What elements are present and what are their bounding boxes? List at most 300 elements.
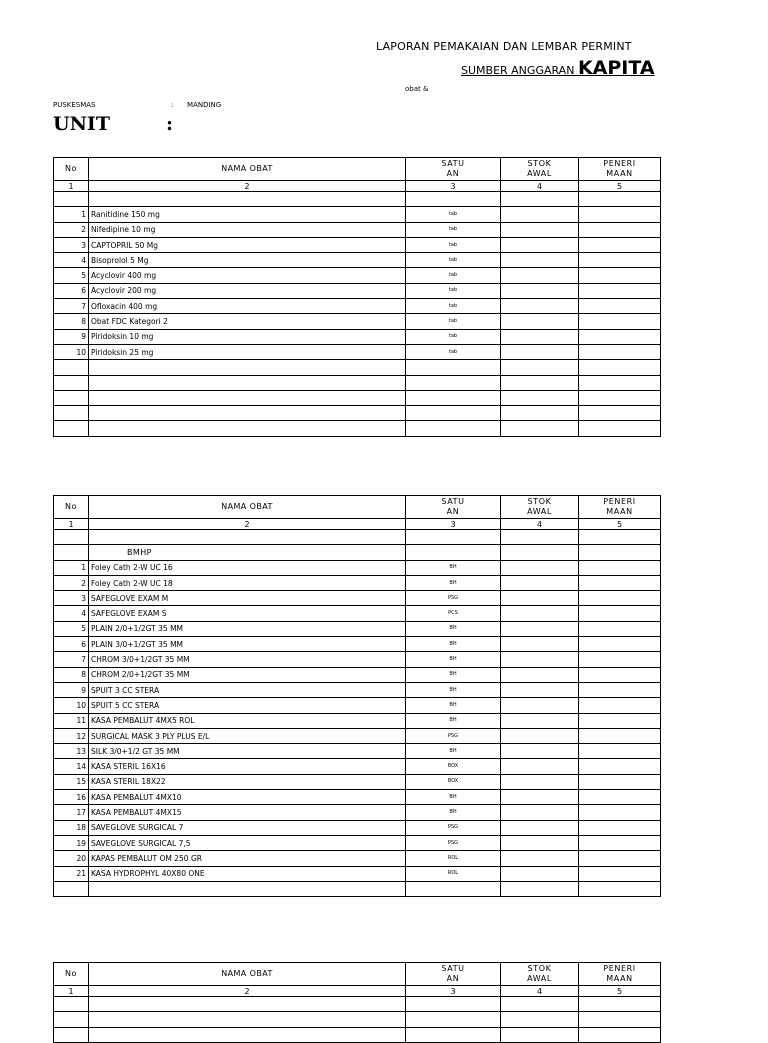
item-unit: tab (406, 207, 501, 222)
item-unit: tab (406, 283, 501, 298)
empty-cell (54, 192, 89, 207)
table-row (54, 299, 661, 314)
col-header-stok-awal: STOK AWAL (501, 963, 579, 986)
empty-cell (54, 1027, 89, 1042)
item-unit: BH (406, 682, 501, 697)
medicine-table-3 (53, 962, 661, 1043)
row-number: 6 (54, 283, 89, 298)
item-unit: BH (406, 575, 501, 590)
table-row (54, 698, 661, 713)
empty-cell (501, 375, 579, 390)
empty-cell (501, 192, 579, 207)
empty-cell (501, 997, 579, 1012)
item-unit: BH (406, 560, 501, 575)
penerimaan-cell (579, 713, 661, 728)
empty-cell (54, 375, 89, 390)
empty-cell (89, 192, 406, 207)
penerimaan-cell (579, 698, 661, 713)
row-number: 14 (54, 759, 89, 774)
item-name: CAPTOPRIL 50 Mg (89, 237, 406, 252)
empty-cell (579, 406, 661, 421)
puskesmas-colon: : (171, 101, 174, 109)
item-name: KASA STERIL 16X16 (89, 759, 406, 774)
empty-cell (501, 1027, 579, 1042)
row-number: 1 (54, 207, 89, 222)
empty-cell (89, 375, 406, 390)
empty-cell (501, 530, 579, 545)
table-header-row (54, 158, 661, 181)
column-number: 4 (501, 519, 579, 530)
item-name: PLAIN 3/0+1/2GT 35 MM (89, 637, 406, 652)
stok-awal-cell (501, 299, 579, 314)
stok-awal-cell (501, 560, 579, 575)
item-unit: tab (406, 268, 501, 283)
column-number: 2 (89, 181, 406, 192)
item-name: Bisoprolol 5 Mg (89, 253, 406, 268)
empty-row (54, 375, 661, 390)
empty-cell (406, 881, 501, 896)
empty-cell (501, 406, 579, 421)
empty-cell (406, 1012, 501, 1027)
penerimaan-cell (579, 329, 661, 344)
stok-awal-cell (501, 866, 579, 881)
row-number: 3 (54, 591, 89, 606)
col-header-no: No (54, 963, 89, 986)
stok-awal-cell (501, 237, 579, 252)
stok-awal-cell (501, 591, 579, 606)
stok-awal-cell (501, 728, 579, 743)
item-unit: PCS (406, 606, 501, 621)
row-number: 2 (54, 575, 89, 590)
penerimaan-cell (579, 637, 661, 652)
table-row (54, 774, 661, 789)
empty-cell (406, 421, 501, 436)
empty-cell (501, 390, 579, 405)
column-number: 1 (54, 986, 89, 997)
empty-cell (501, 881, 579, 896)
row-number: 7 (54, 652, 89, 667)
empty-cell (89, 406, 406, 421)
column-number: 1 (54, 181, 89, 192)
stok-awal-cell (501, 253, 579, 268)
column-number: 3 (406, 519, 501, 530)
item-unit: BH (406, 713, 501, 728)
row-number: 7 (54, 299, 89, 314)
row-number: 6 (54, 637, 89, 652)
empty-row (54, 406, 661, 421)
stok-awal-cell (501, 835, 579, 850)
col-header-penerimaan: PENERI MAAN (579, 496, 661, 519)
item-name: KASA STERIL 18X22 (89, 774, 406, 789)
item-unit: BH (406, 652, 501, 667)
penerimaan-cell (579, 682, 661, 697)
penerimaan-cell (579, 866, 661, 881)
row-number: 11 (54, 713, 89, 728)
item-unit: BH (406, 790, 501, 805)
stok-awal-cell (501, 759, 579, 774)
stok-awal-cell (501, 329, 579, 344)
table-row (54, 591, 661, 606)
col-header-no: No (54, 158, 89, 181)
penerimaan-cell (579, 222, 661, 237)
stok-awal-cell (501, 621, 579, 636)
column-number: 3 (406, 181, 501, 192)
row-number: 10 (54, 344, 89, 359)
item-name: CHROM 3/0+1/2GT 35 MM (89, 652, 406, 667)
item-unit: tab (406, 314, 501, 329)
item-unit: PSG (406, 728, 501, 743)
table-row (54, 851, 661, 866)
empty-cell (579, 421, 661, 436)
empty-cell (89, 421, 406, 436)
row-number: 4 (54, 253, 89, 268)
item-name: SURGICAL MASK 3 PLY PLUS E/L (89, 728, 406, 743)
column-number: 2 (89, 986, 406, 997)
stok-awal-cell (501, 820, 579, 835)
item-name: Acyclovir 400 mg (89, 268, 406, 283)
empty-cell (54, 530, 89, 545)
spacer-row (54, 997, 661, 1012)
stok-awal-cell (501, 790, 579, 805)
empty-cell (501, 360, 579, 375)
empty-cell (406, 390, 501, 405)
penerimaan-cell (579, 621, 661, 636)
item-name: PLAIN 2/0+1/2GT 35 MM (89, 621, 406, 636)
empty-cell (579, 545, 661, 560)
empty-row (54, 421, 661, 436)
unit-colon: : (166, 113, 174, 135)
penerimaan-cell (579, 667, 661, 682)
stok-awal-cell (501, 283, 579, 298)
penerimaan-cell (579, 835, 661, 850)
row-number: 12 (54, 728, 89, 743)
table-row (54, 728, 661, 743)
penerimaan-cell (579, 759, 661, 774)
column-number: 3 (406, 986, 501, 997)
row-number: 5 (54, 268, 89, 283)
column-number: 4 (501, 986, 579, 997)
item-name: Acyclovir 200 mg (89, 283, 406, 298)
row-number: 18 (54, 820, 89, 835)
item-name: KAPAS PEMBALUT OM 250 GR (89, 851, 406, 866)
item-name: Piridoksin 10 mg (89, 329, 406, 344)
item-unit: BH (406, 805, 501, 820)
col-header-nama-obat: NAMA OBAT (89, 158, 406, 181)
column-number-row (54, 181, 661, 192)
section-label: BMHP (89, 545, 406, 560)
row-number: 19 (54, 835, 89, 850)
penerimaan-cell (579, 237, 661, 252)
item-name: SPUIT 3 CC STERA (89, 682, 406, 697)
table-row (54, 759, 661, 774)
stok-awal-cell (501, 575, 579, 590)
funding-source-label: SUMBER ANGGARAN (461, 64, 575, 77)
column-number: 5 (579, 181, 661, 192)
table-row (54, 790, 661, 805)
penerimaan-cell (579, 207, 661, 222)
stok-awal-cell (501, 667, 579, 682)
item-name: SAFEGLOVE EXAM M (89, 591, 406, 606)
empty-cell (406, 360, 501, 375)
empty-cell (89, 1027, 406, 1042)
empty-cell (54, 421, 89, 436)
table-header-row (54, 963, 661, 986)
table-row (54, 835, 661, 850)
table-row (54, 682, 661, 697)
empty-cell (501, 1012, 579, 1027)
empty-cell (54, 1012, 89, 1027)
penerimaan-cell (579, 591, 661, 606)
penerimaan-cell (579, 575, 661, 590)
table-row (54, 237, 661, 252)
stok-awal-cell (501, 774, 579, 789)
item-unit: PSG (406, 835, 501, 850)
item-name: Obat FDC Kategori 2 (89, 314, 406, 329)
item-name: Ofloxacin 400 mg (89, 299, 406, 314)
column-number: 2 (89, 519, 406, 530)
item-unit: BOX (406, 774, 501, 789)
row-number: 10 (54, 698, 89, 713)
empty-cell (501, 545, 579, 560)
stok-awal-cell (501, 851, 579, 866)
table-row (54, 637, 661, 652)
penerimaan-cell (579, 652, 661, 667)
item-unit: ROL (406, 851, 501, 866)
item-name: Foley Cath 2-W UC 16 (89, 560, 406, 575)
table-header-row (54, 496, 661, 519)
empty-cell (54, 881, 89, 896)
empty-cell (579, 1012, 661, 1027)
empty-cell (54, 997, 89, 1012)
table-row (54, 253, 661, 268)
empty-cell (54, 360, 89, 375)
empty-row (54, 881, 661, 896)
item-name: SILK 3/0+1/2 GT 35 MM (89, 744, 406, 759)
table-row (54, 207, 661, 222)
empty-cell (406, 192, 501, 207)
stok-awal-cell (501, 222, 579, 237)
column-number: 5 (579, 519, 661, 530)
item-name: Foley Cath 2-W UC 18 (89, 575, 406, 590)
penerimaan-cell (579, 268, 661, 283)
penerimaan-cell (579, 728, 661, 743)
table-row (54, 314, 661, 329)
empty-row (54, 360, 661, 375)
col-header-penerimaan: PENERI MAAN (579, 963, 661, 986)
section-row (54, 545, 661, 560)
stok-awal-cell (501, 606, 579, 621)
table-row (54, 283, 661, 298)
empty-cell (579, 1027, 661, 1042)
stok-awal-cell (501, 682, 579, 697)
row-number: 8 (54, 314, 89, 329)
row-number: 16 (54, 790, 89, 805)
empty-cell (406, 406, 501, 421)
stok-awal-cell (501, 713, 579, 728)
col-header-stok-awal: STOK AWAL (501, 496, 579, 519)
item-unit: PSG (406, 820, 501, 835)
column-number: 4 (501, 181, 579, 192)
item-unit: tab (406, 299, 501, 314)
table-row (54, 621, 661, 636)
table-row (54, 744, 661, 759)
empty-cell (89, 390, 406, 405)
row-number: 3 (54, 237, 89, 252)
penerimaan-cell (579, 820, 661, 835)
empty-cell (406, 997, 501, 1012)
empty-cell (54, 406, 89, 421)
penerimaan-cell (579, 774, 661, 789)
item-name: Nifedipine 10 mg (89, 222, 406, 237)
penerimaan-cell (579, 744, 661, 759)
item-unit: PSG (406, 591, 501, 606)
row-number: 8 (54, 667, 89, 682)
empty-row (54, 390, 661, 405)
item-unit: tab (406, 329, 501, 344)
empty-cell (406, 375, 501, 390)
empty-row (54, 1012, 661, 1027)
row-number: 21 (54, 866, 89, 881)
medicine-table-1 (53, 157, 661, 437)
table-row (54, 805, 661, 820)
empty-cell (579, 390, 661, 405)
item-name: Piridoksin 25 mg (89, 344, 406, 359)
stok-awal-cell (501, 344, 579, 359)
table-row (54, 606, 661, 621)
empty-cell (579, 192, 661, 207)
funding-source-value: KAPITA (577, 57, 655, 79)
row-number: 9 (54, 329, 89, 344)
item-name: SAVEGLOVE SURGICAL 7,5 (89, 835, 406, 850)
penerimaan-cell (579, 299, 661, 314)
stok-awal-cell (501, 652, 579, 667)
empty-cell (54, 545, 89, 560)
column-number-row (54, 986, 661, 997)
col-header-no: No (54, 496, 89, 519)
empty-cell (54, 390, 89, 405)
empty-cell (579, 360, 661, 375)
item-name: SAVEGLOVE SURGICAL 7 (89, 820, 406, 835)
table-row (54, 667, 661, 682)
col-header-penerimaan: PENERI MAAN (579, 158, 661, 181)
column-number: 5 (579, 986, 661, 997)
item-unit: ROL (406, 866, 501, 881)
row-number: 13 (54, 744, 89, 759)
penerimaan-cell (579, 606, 661, 621)
empty-cell (89, 1012, 406, 1027)
row-number: 20 (54, 851, 89, 866)
item-unit: BH (406, 637, 501, 652)
item-unit: BH (406, 744, 501, 759)
empty-row (54, 1027, 661, 1042)
table-row (54, 268, 661, 283)
item-name: SAFEGLOVE EXAM S (89, 606, 406, 621)
row-number: 4 (54, 606, 89, 621)
table-row (54, 820, 661, 835)
penerimaan-cell (579, 790, 661, 805)
item-unit: BH (406, 667, 501, 682)
stok-awal-cell (501, 744, 579, 759)
column-number: 1 (54, 519, 89, 530)
penerimaan-cell (579, 283, 661, 298)
empty-cell (406, 1027, 501, 1042)
stok-awal-cell (501, 698, 579, 713)
table-row (54, 652, 661, 667)
report-title: LAPORAN PEMAKAIAN DAN LEMBAR PERMINT (376, 40, 632, 53)
item-name: KASA PEMBALUT 4MX5 ROL (89, 713, 406, 728)
row-number: 2 (54, 222, 89, 237)
table-row (54, 575, 661, 590)
row-number: 17 (54, 805, 89, 820)
item-unit: tab (406, 253, 501, 268)
item-name: Ranitidine 150 mg (89, 207, 406, 222)
item-unit: BH (406, 698, 501, 713)
spacer-row (54, 530, 661, 545)
penerimaan-cell (579, 805, 661, 820)
row-number: 15 (54, 774, 89, 789)
unit-label: UNIT (53, 113, 110, 135)
empty-cell (406, 545, 501, 560)
empty-cell (89, 881, 406, 896)
col-header-nama-obat: NAMA OBAT (89, 496, 406, 519)
item-name: CHROM 2/0+1/2GT 35 MM (89, 667, 406, 682)
penerimaan-cell (579, 314, 661, 329)
empty-cell (89, 530, 406, 545)
stok-awal-cell (501, 314, 579, 329)
empty-cell (89, 997, 406, 1012)
puskesmas-value: MANDING (187, 101, 222, 109)
empty-cell (406, 530, 501, 545)
spacer-row (54, 192, 661, 207)
empty-cell (579, 375, 661, 390)
item-name: KASA PEMBALUT 4MX15 (89, 805, 406, 820)
col-header-satuan: SATU AN (406, 496, 501, 519)
item-unit: tab (406, 344, 501, 359)
penerimaan-cell (579, 344, 661, 359)
bmhp-table (53, 495, 661, 897)
row-number: 9 (54, 682, 89, 697)
row-number: 5 (54, 621, 89, 636)
table-row (54, 222, 661, 237)
funding-source-title (461, 57, 655, 79)
penerimaan-cell (579, 253, 661, 268)
item-unit: tab (406, 222, 501, 237)
empty-cell (579, 881, 661, 896)
puskesmas-label: PUSKESMAS (53, 101, 96, 109)
col-header-nama-obat: NAMA OBAT (89, 963, 406, 986)
item-name: SPUIT 5 CC STERA (89, 698, 406, 713)
penerimaan-cell (579, 560, 661, 575)
col-header-satuan: SATU AN (406, 158, 501, 181)
empty-cell (501, 421, 579, 436)
item-unit: BH (406, 621, 501, 636)
obat-label: obat & (405, 85, 429, 93)
table-row (54, 713, 661, 728)
row-number: 1 (54, 560, 89, 575)
stok-awal-cell (501, 268, 579, 283)
table-row (54, 344, 661, 359)
item-name: KASA PEMBALUT 4MX10 (89, 790, 406, 805)
stok-awal-cell (501, 207, 579, 222)
column-number-row (54, 519, 661, 530)
col-header-stok-awal: STOK AWAL (501, 158, 579, 181)
table-row (54, 560, 661, 575)
table-row (54, 866, 661, 881)
item-name: KASA HYDROPHYL 40X80 ONE (89, 866, 406, 881)
empty-cell (579, 530, 661, 545)
table-row (54, 329, 661, 344)
item-unit: BOX (406, 759, 501, 774)
